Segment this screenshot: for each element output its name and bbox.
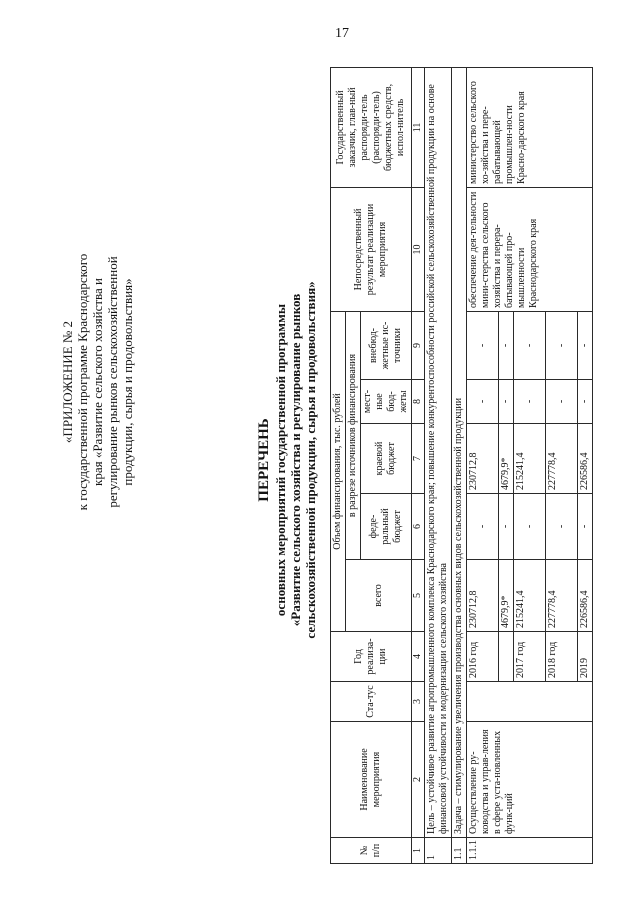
column-number: 4 <box>412 632 425 682</box>
row-offbudget: - <box>546 311 578 379</box>
column-number: 7 <box>412 424 425 494</box>
title-line: сельскохозяйственной продукции, сырья и продовольствия» <box>303 281 318 639</box>
appendix-line: края «Развитие сельского хозяйства и <box>90 278 105 486</box>
row-local: - <box>514 380 546 424</box>
table-row <box>467 67 499 863</box>
goal-num: 1 <box>425 838 452 864</box>
header-customer: Государственный заказчик, глав-ный распоряди-тель (распоряди-тель) бюджетных средств, испол-нитель <box>331 67 412 187</box>
row-total: 226586,4 <box>578 560 593 632</box>
row-local: - <box>467 380 499 424</box>
header-local: мест-ные бюд-жеты <box>361 380 412 424</box>
column-number: 9 <box>412 311 425 379</box>
row-offbudget: - <box>514 311 546 379</box>
header-status: Ста-тус <box>331 682 412 722</box>
row-local: - <box>546 380 578 424</box>
column-number: 2 <box>412 722 425 838</box>
row-offbudget: - <box>578 311 593 379</box>
row-offbudget: - <box>499 311 514 379</box>
header-regional: краевой бюджет <box>361 424 412 494</box>
item-name: Осуществление ру-ководства и управ-ления в сфере уста-новленных функ-ций <box>467 722 593 838</box>
document-title <box>256 190 318 730</box>
row-offbudget: - <box>467 311 499 379</box>
row-federal: - <box>546 494 578 560</box>
column-number: 5 <box>412 560 425 632</box>
row-regional: 226586,4 <box>578 424 593 494</box>
item-result: обеспечение дея-тельности мини-стерства сельского хозяйства и перера-батывающей про-мышленности Краснодарского края <box>467 187 593 311</box>
row-regional: 215241,4 <box>514 424 546 494</box>
row-year: 2019 <box>578 632 593 682</box>
row-federal: - <box>578 494 593 560</box>
row-regional: 230712,8 <box>467 424 499 494</box>
row-total: 230712,8 <box>467 560 499 632</box>
header-result: Непосредственный результат реализации мероприятия <box>331 187 412 311</box>
row-federal: - <box>499 494 514 560</box>
row-total: 227778,4 <box>546 560 578 632</box>
row-local: - <box>499 380 514 424</box>
row-total: 215241,4 <box>514 560 546 632</box>
column-number: 10 <box>412 187 425 311</box>
title-heading: ПЕРЕЧЕНЬ <box>256 418 272 502</box>
header-year: Год реализа-ции <box>331 632 412 682</box>
row-year <box>499 632 514 682</box>
goal-row <box>425 67 452 863</box>
table-header-row <box>331 67 346 863</box>
column-number: 3 <box>412 682 425 722</box>
row-federal: - <box>467 494 499 560</box>
column-number: 6 <box>412 494 425 560</box>
header-federal: феде-ральный бюджет <box>361 494 412 560</box>
row-regional: 4679,9* <box>499 424 514 494</box>
header-num: № п/п <box>331 838 412 864</box>
task-num: 1.1 <box>452 838 467 864</box>
row-year: 2017 год <box>514 632 546 682</box>
row-local: - <box>578 380 593 424</box>
goal-text: Цель – устойчивое развитие агропромышленного комплекса Краснодарского края; повышение конкурентоспособности российской сельскохозяйственной продукции на основе финансовой устойчивости и модернизации сельского хозяйства <box>425 67 452 837</box>
task-text: Задача – стимулирование увеличения производства основных видов сельскохозяйственной продукции <box>452 67 467 837</box>
row-total: 4679,9* <box>499 560 514 632</box>
measures-table <box>330 67 593 864</box>
column-number: 11 <box>412 67 425 187</box>
appendix-header <box>60 192 135 572</box>
item-customer: министерство сельского хо-зяйства и пере-рабатывающей промышлен-ности Красно-дарского края <box>467 67 593 187</box>
task-row <box>452 67 467 863</box>
page-number: 17 <box>335 26 349 41</box>
header-offbudget: внебюд-жетные ис-точники <box>361 311 412 379</box>
title-line: основных мероприятий государственной программы <box>273 303 288 617</box>
row-year: 2018 год <box>546 632 578 682</box>
item-status <box>467 682 593 722</box>
column-number-row <box>412 67 425 863</box>
header-by-source: в разрезе источников финансирования <box>346 311 361 559</box>
row-year: 2016 год <box>467 632 499 682</box>
row-regional: 227778,4 <box>546 424 578 494</box>
header-total: всего <box>346 560 412 632</box>
row-federal: - <box>514 494 546 560</box>
column-number: 1 <box>412 838 425 864</box>
appendix-line: «ПРИЛОЖЕНИЕ № 2 <box>60 320 75 444</box>
item-num: 1.1.1 <box>467 838 593 864</box>
appendix-line: к государственной программе Краснодарского <box>75 253 90 511</box>
rotated-page <box>60 40 620 880</box>
appendix-line: продукции, сырья и продовольствия» <box>120 278 135 486</box>
appendix-line: регулирование рынков сельскохозяйственной <box>105 256 120 508</box>
header-funding: Объем финансирования, тыс. рублей <box>331 311 346 631</box>
header-name: Наименование мероприятия <box>331 722 412 838</box>
column-number: 8 <box>412 380 425 424</box>
title-line: «Развитие сельского хозяйства и регулирование рынков <box>288 293 303 627</box>
